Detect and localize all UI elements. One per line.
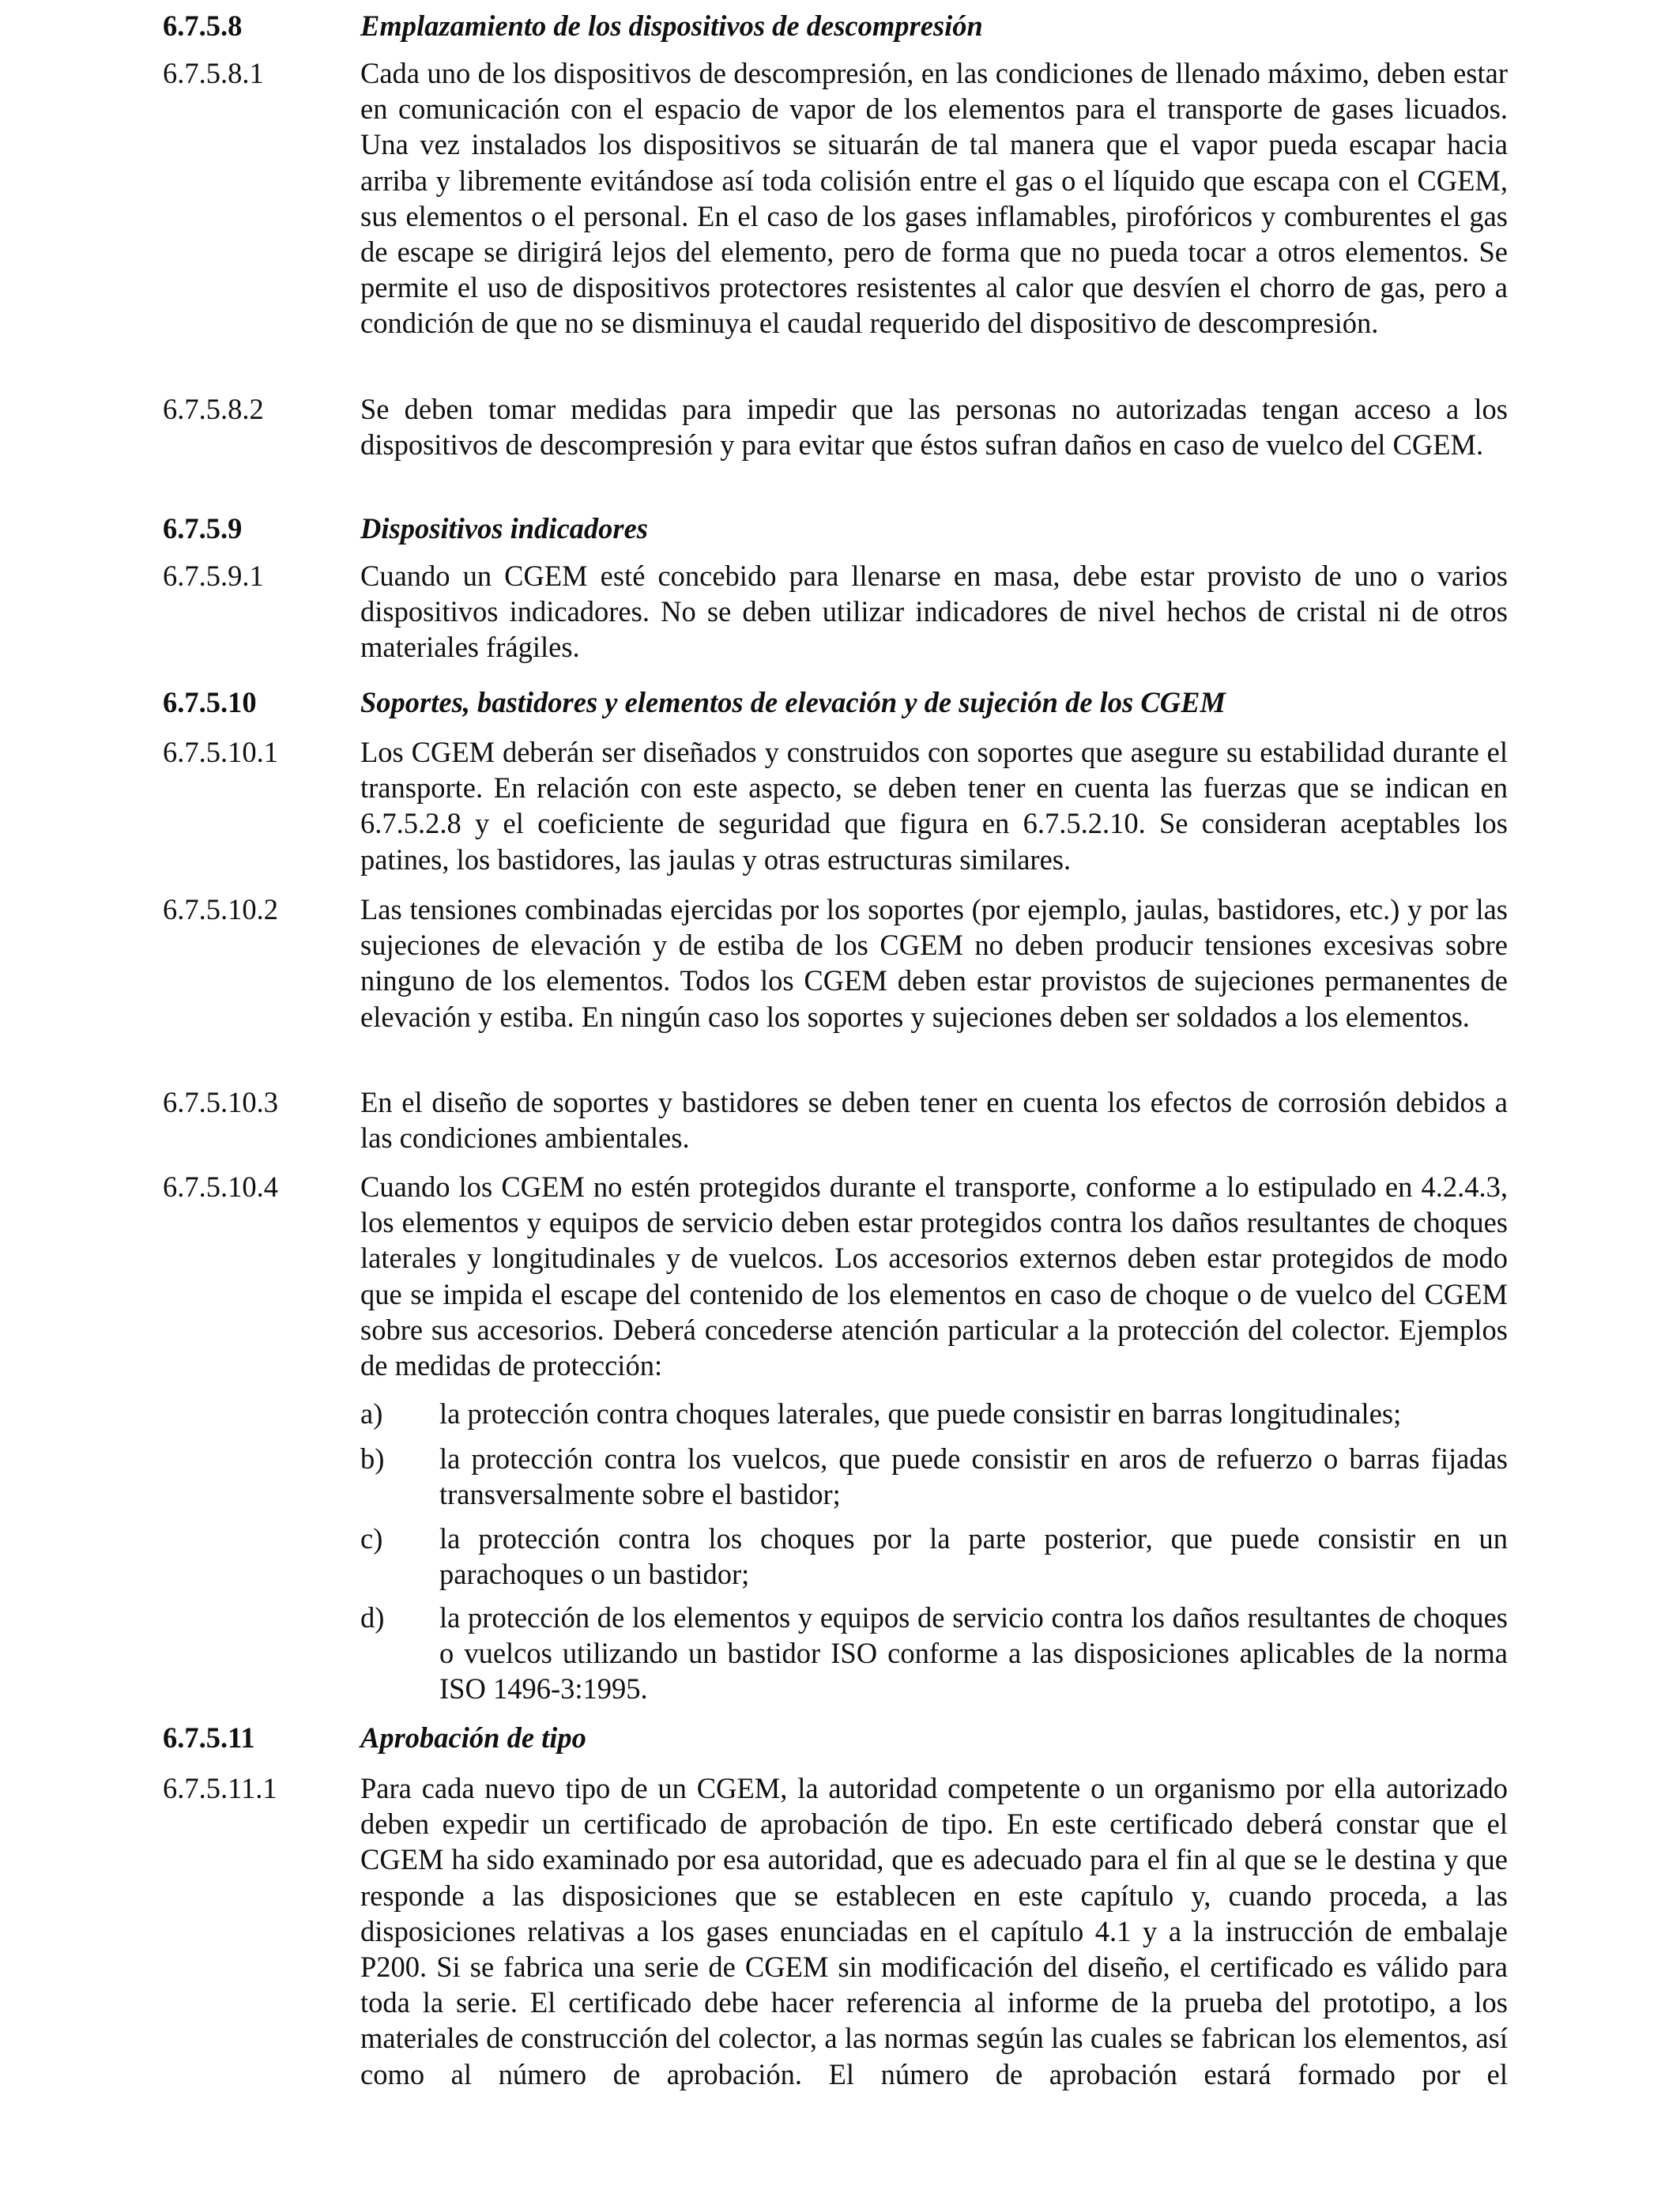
list-item-b — [360, 1441, 1508, 1512]
list-item-a — [360, 1396, 1508, 1431]
list-item-text: la protección de los elementos y equipos de servicio contra los daños resultantes de choques o vuelcos utilizando un bastidor ISO conforme a las disposiciones aplicables de la norma ISO 1496-3:1995. — [439, 1601, 1508, 1706]
paragraph-number: 6.7.5.10.3 — [163, 1086, 278, 1118]
list-item-label: b) — [360, 1442, 385, 1475]
section-heading-6-7-5-8 — [163, 8, 1508, 43]
section-title: Soportes, bastidores y elementos de elevación y de sujeción de los CGEM — [360, 686, 1226, 718]
paragraph-6-7-5-8-2 — [163, 391, 1508, 462]
section-number: 6.7.5.9 — [163, 512, 243, 545]
section-heading-6-7-5-11 — [163, 1720, 1508, 1755]
paragraph-6-7-5-8-1 — [163, 55, 1508, 341]
list-item-label: d) — [360, 1601, 385, 1634]
paragraph-text: Cada uno de los dispositivos de descompresión, en las condiciones de llenado máximo, deben estar en comunicación con el espacio de vapor de los elementos para el transporte de gases licuados. Una vez instalados los dispositivos se situarán de tal manera que el vapor pueda escapar hacia arriba y libremente evitándose así toda colisión entre el gas o el líquido que escapa con el CGEM, sus elementos o el personal. En el caso de los gases inflamables, pirofóricos y comburentes el gas de escape se dirigirá lejos del elemento, pero de forma que no pueda tocar a otros elementos. Se permite el uso de dispositivos protectores resistentes al calor que desvíen el chorro de gas, pero a condición de que no se disminuya el caudal requerido del dispositivo de descompresión. — [360, 57, 1508, 340]
section-heading-6-7-5-10 — [163, 684, 1508, 720]
list-item-text: la protección contra los vuelcos, que puede consistir en aros de refuerzo o barras fijadas transversalmente sobre el bastidor; — [439, 1442, 1508, 1511]
paragraph-text: Se deben tomar medidas para impedir que las personas no autorizadas tengan acceso a los dispositivos de descompresión y para evitar que éstos sufran daños en caso de vuelco del CGEM. — [360, 393, 1508, 462]
paragraph-number: 6.7.5.8.1 — [163, 57, 264, 89]
paragraph-text: Las tensiones combinadas ejercidas por los soportes (por ejemplo, jaulas, bastidores, etc.) y por las sujeciones de elevación y de estiba de los CGEM no deben producir tensiones excesivas sobre ninguno de los elementos. Todos los CGEM deben estar provistos de sujeciones permanentes de elevación y estiba. En ningún caso los soportes y sujeciones deben ser soldados a los elementos. — [360, 893, 1508, 1033]
paragraph-text: Cuando los CGEM no estén protegidos durante el transporte, conforme a lo estipulado en 4.2.4.3, los elementos y equipos de servicio deben estar protegidos contra los daños resultantes de choques laterales y longitudinales y de vuelcos. Los accesorios externos deben estar protegidos de modo que se impida el escape del contenido de los elementos en caso de choque o de vuelco del CGEM sobre sus accesorios. Deberá concederse atención particular a la protección del colector. Ejemplos de medidas de protección: — [360, 1171, 1508, 1382]
paragraph-6-7-5-10-3 — [163, 1084, 1508, 1155]
list-item-d — [360, 1600, 1508, 1707]
paragraph-6-7-5-11-1 — [163, 1770, 1508, 2092]
paragraph-text: Para cada nuevo tipo de un CGEM, la autoridad competente o un organismo por ella autorizado deben expedir un certificado de aprobación de tipo. En este certificado deberá constar que el CGEM ha sido examinado por esa autoridad, que es adecuado para el fin al que se le destina y que responde a las disposiciones que se establecen en este capítulo y, cuando proceda, a las disposiciones relativas a los gases enunciadas en el capítulo 4.1 y a la instrucción de embalaje P200. Si se fabrica una serie de CGEM sin modificación del diseño, el certificado es válido para toda la serie. El certificado debe hacer referencia al informe de la prueba del prototipo, a los materiales de construcción del colector, a las normas según las cuales se fabrican los elementos, así como al número de aprobación. El número de aprobación estará formado por el — [360, 1772, 1508, 2090]
list-item-c — [360, 1521, 1508, 1592]
paragraph-number: 6.7.5.9.1 — [163, 560, 264, 592]
list-item-text: la protección contra los choques por la parte posterior, que puede consistir en un parachoques o un bastidor; — [439, 1522, 1508, 1591]
list-item-label: c) — [360, 1522, 383, 1555]
section-number: 6.7.5.8 — [163, 9, 243, 42]
paragraph-text: Los CGEM deberán ser diseñados y construidos con soportes que asegure su estabilidad durante el transporte. En relación con este aspecto, se deben tener en cuenta las fuerzas que se indican en 6.7.5.2.8 y el coeficiente de seguridad que figura en 6.7.5.2.10. Se consideran aceptables los patines, los bastidores, las jaulas y otras estructuras similares. — [360, 736, 1508, 876]
section-heading-6-7-5-9 — [163, 511, 1508, 546]
list-item-label: a) — [360, 1397, 383, 1430]
paragraph-number: 6.7.5.10.2 — [163, 893, 278, 925]
paragraph-6-7-5-10-2 — [163, 892, 1508, 1035]
paragraph-number: 6.7.5.10.1 — [163, 736, 278, 768]
paragraph-text: En el diseño de soportes y bastidores se deben tener en cuenta los efectos de corrosión debidos a las condiciones ambientales. — [360, 1086, 1508, 1155]
paragraph-number: 6.7.5.11.1 — [163, 1772, 277, 1804]
list-item-text: la protección contra choques laterales, que puede consistir en barras longitudinales; — [439, 1397, 1402, 1430]
section-title: Emplazamiento de los dispositivos de descompresión — [360, 9, 983, 42]
paragraph-6-7-5-10-4 — [163, 1169, 1508, 1383]
section-number: 6.7.5.10 — [163, 686, 257, 718]
paragraph-number: 6.7.5.10.4 — [163, 1171, 278, 1203]
section-number: 6.7.5.11 — [163, 1721, 255, 1754]
section-title: Dispositivos indicadores — [360, 512, 649, 545]
paragraph-6-7-5-9-1 — [163, 558, 1508, 665]
paragraph-number: 6.7.5.8.2 — [163, 393, 264, 425]
paragraph-text: Cuando un CGEM esté concebido para llenarse en masa, debe estar provisto de uno o varios dispositivos indicadores. No se deben utilizar indicadores de nivel hechos de cristal ni de otros materiales frágiles. — [360, 560, 1508, 664]
section-title: Aprobación de tipo — [360, 1721, 586, 1754]
paragraph-6-7-5-10-1 — [163, 734, 1508, 877]
